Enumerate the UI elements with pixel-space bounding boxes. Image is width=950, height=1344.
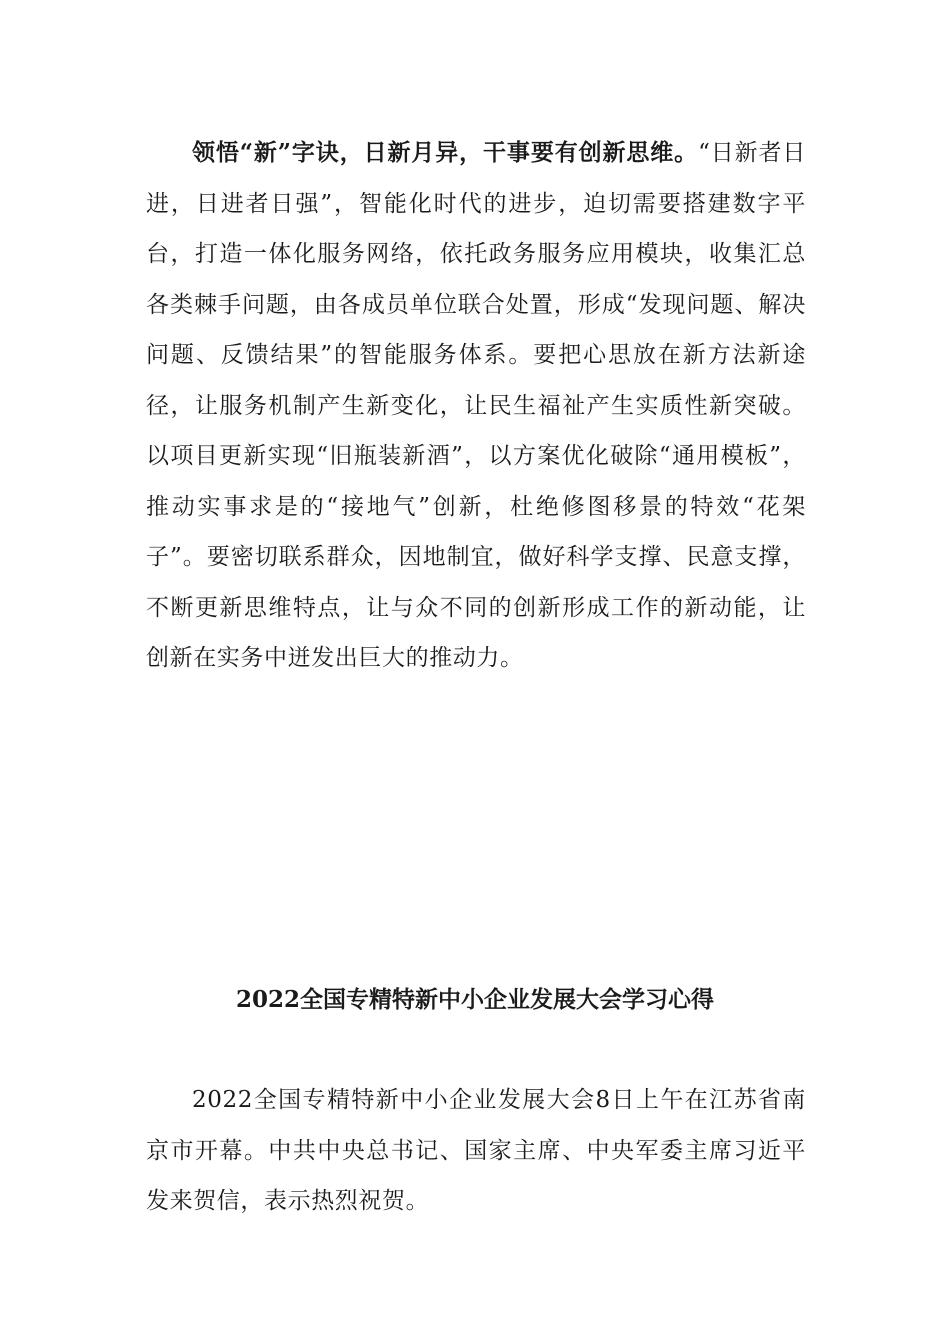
section-conference (146, 1075, 806, 1227)
section-body-text: “日新者日进，日进者日强”，智能化时代的进步，迫切需要搭建数字平台，打造一体化服务网络，依托政务服务应用模块，收集汇总各类棘手问题，由各成员单位联合处置，形成“发现问题、解决问题、反馈结果”的智能服务体系。要把心思放在新方法新途径，让服务机制产生新变化，让民生福祉产生实质性新突破。以项目更新实现“旧瓶装新酒”，以方案优化破除“通用模板”，推动实事求是的“接地气”创新，杜绝修图移景的特效“花架子”。要密切联系群众，因地制宜，做好科学支撑、民意支撑，不断更新思维特点，让与众不同的创新形成工作的新动能，让创新在实务中迸发出巨大的推动力。 (146, 140, 806, 671)
article-title: 2022全国专精特新中小企业发展大会学习心得 (235, 986, 714, 1013)
section-lead-heading: 领悟“新”字诀，日新月异，干事要有创新思维。 (192, 139, 699, 166)
conference-paragraph: 2022全国专精特新中小企业发展大会8日上午在江苏省南京市开幕。中共中央总书记、国家主席、中央军委主席习近平发来贺信，表示热烈祝贺。 (146, 1087, 806, 1214)
section-innovation (146, 128, 806, 684)
innovation-paragraph (146, 128, 806, 684)
